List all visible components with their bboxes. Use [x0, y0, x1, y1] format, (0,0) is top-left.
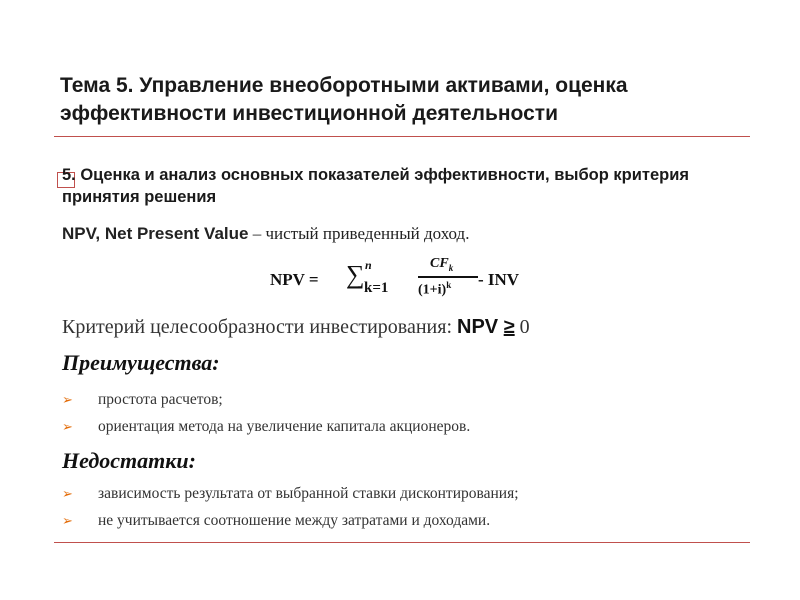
investment-criterion: Критерий целесообразности инвестирования: NPV ≥ 0 [62, 316, 530, 338]
sum-lower-limit: k=1 [364, 280, 389, 296]
disadvantages-heading: Недостатки: [62, 448, 196, 473]
slide-title: Тема 5. Управление внеоборотными активами, оценка эффективности инвестиционной деятельности [60, 74, 628, 125]
list-item: ➢ ориентация метода на увеличение капитала акционеров. [62, 418, 471, 435]
title-divider [54, 136, 750, 137]
npv-definition-rest: – чистый приведенный доход. [248, 224, 470, 243]
fraction-line [418, 276, 478, 278]
bottom-divider [54, 542, 750, 543]
list-item: ➢ зависимость результата от выбранной ставки дисконтирования; [62, 485, 519, 502]
arrow-bullet-icon: ➢ [62, 513, 73, 529]
arrow-bullet-icon: ➢ [62, 392, 73, 408]
list-item: ➢ простота расчетов; [62, 391, 223, 408]
list-item: ➢ не учитывается соотношение между затратами и доходами. [62, 512, 491, 529]
sum-symbol: ∑ [346, 260, 365, 289]
fraction-denominator: $(1+i)^k$ [418, 280, 452, 298]
formula-rhs: - INV [478, 270, 520, 289]
arrow-bullet-icon: ➢ [62, 419, 73, 435]
arrow-bullet-icon: ➢ [62, 486, 73, 502]
npv-term: NPV, Net Present Value [62, 224, 249, 243]
advantages-heading: Преимущества: [62, 350, 220, 375]
sum-upper-limit: n [365, 258, 372, 272]
criterion-npv: NPV ≥ [457, 316, 515, 338]
formula-lhs: NPV = [270, 270, 319, 289]
fraction-numerator: $CF_k$ [430, 256, 454, 273]
section-heading: 5. Оценка и анализ основных показателей эффективности, выбор критерия принятия решения [62, 166, 689, 206]
npv-definition [62, 224, 469, 244]
